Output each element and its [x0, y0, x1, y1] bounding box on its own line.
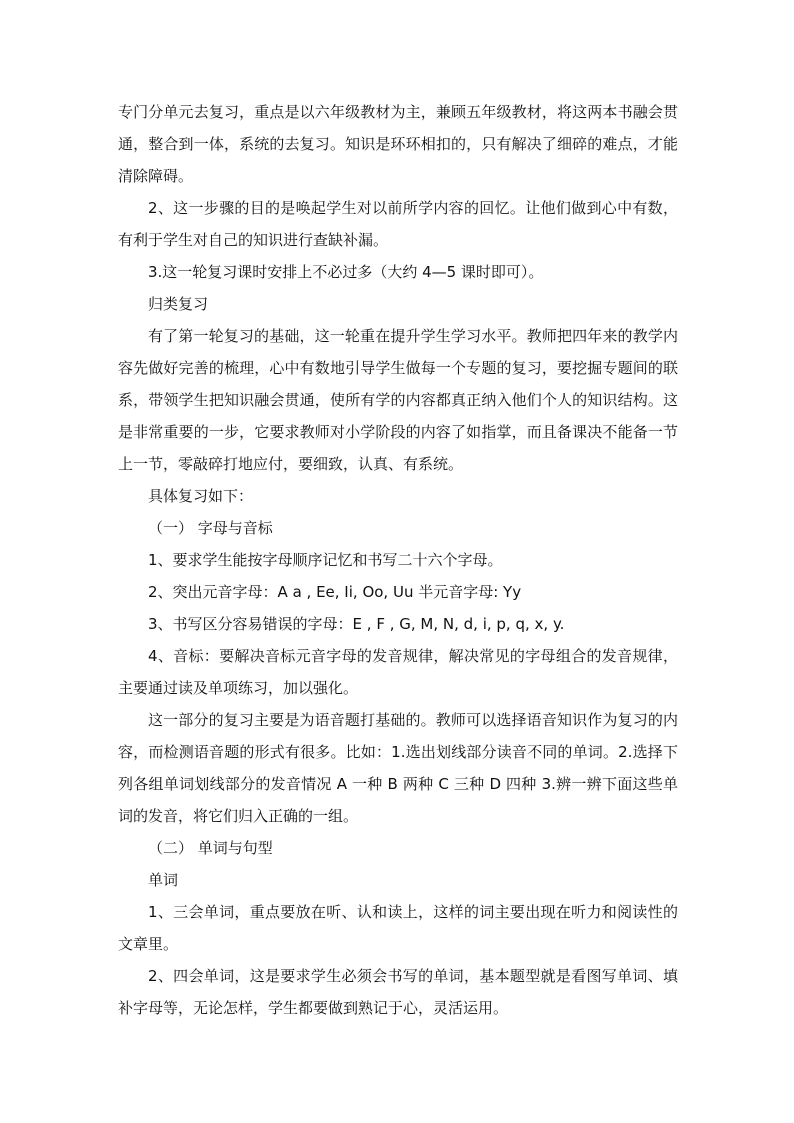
subheading-words-sentences: （二） 单词与句型: [148, 839, 273, 857]
paragraph-step-3: 3.这一轮复习课时安排上不必过多（大约 4—5 课时即可）。: [148, 263, 544, 281]
list-item-words-2: 2、四会单词，这是要求学生必须会书写的单词，基本题型就是看图写单词、填补字母等，无论怎样，学生都要做到熟记于心，灵活运用。: [118, 967, 678, 1017]
list-item-letters-3: 3、书写区分容易错误的字母：E , F , G, M, N, d, i, p, q, x, y.: [148, 615, 565, 633]
paragraph-continuation: 专门分单元去复习，重点是以六年级教材为主，兼顾五年级教材，将这两本书融会贯通，整合到一体，系统的去复习。知识是环环相扣的，只有解决了细碎的难点，才能清除障碍。: [118, 103, 678, 185]
document-body: [118, 96, 678, 1024]
paragraph-specific-review: 具体复习如下：: [148, 487, 254, 505]
list-item-words-1: 1、三会单词，重点要放在听、认和读上，这样的词主要出现在听力和阅读性的文章里。: [118, 903, 678, 953]
section-heading-categorized-review: 归类复习: [148, 295, 209, 313]
subheading-letters-phonetics: （一） 字母与音标: [148, 519, 273, 537]
list-item-letters-2: 2、突出元音字母：A a , Ee, Ii, Oo, Uu 半元音字母: Yy: [148, 583, 522, 601]
paragraph-step-2: 2、这一步骤的目的是唤起学生对以前所学内容的回忆。让他们做到心中有数，有利于学生对自己的知识进行查缺补漏。: [118, 199, 678, 249]
subheading-words: 单词: [148, 871, 179, 889]
paragraph-categorized-review: 有了第一轮复习的基础，这一轮重在提升学生学习水平。教师把四年来的教学内容先做好完善的梳理，心中有数地引导学生做每一个专题的复习，要挖掘专题间的联系，带领学生把知识融会贯通，使所有学的内容都真正纳入他们个人的知识结构。这是非常重要的一步，它要求教师对小学阶段的内容了如指掌，而且备课决不能备一节上一节，零敲碎打地应付，要细致，认真、有系统。: [118, 327, 678, 473]
list-item-letters-4: 4、音标：要解决音标元音字母的发音规律，解决常见的字母组合的发音规律，主要通过读及单项练习，加以强化。: [118, 647, 678, 697]
paragraph-phonetics-review: 这一部分的复习主要是为语音题打基础的。教师可以选择语音知识作为复习的内容，而检测语音题的形式有很多。比如：1.选出划线部分读音不同的单词。2.选择下列各组单词划线部分的发音情况 A 一种 B 两种 C 三种 D 四种 3.辨一辨下面这些单词的发音，将它们归入正确的一组。: [118, 711, 678, 825]
list-item-letters-1: 1、要求学生能按字母顺序记忆和书写二十六个字母。: [148, 551, 503, 569]
